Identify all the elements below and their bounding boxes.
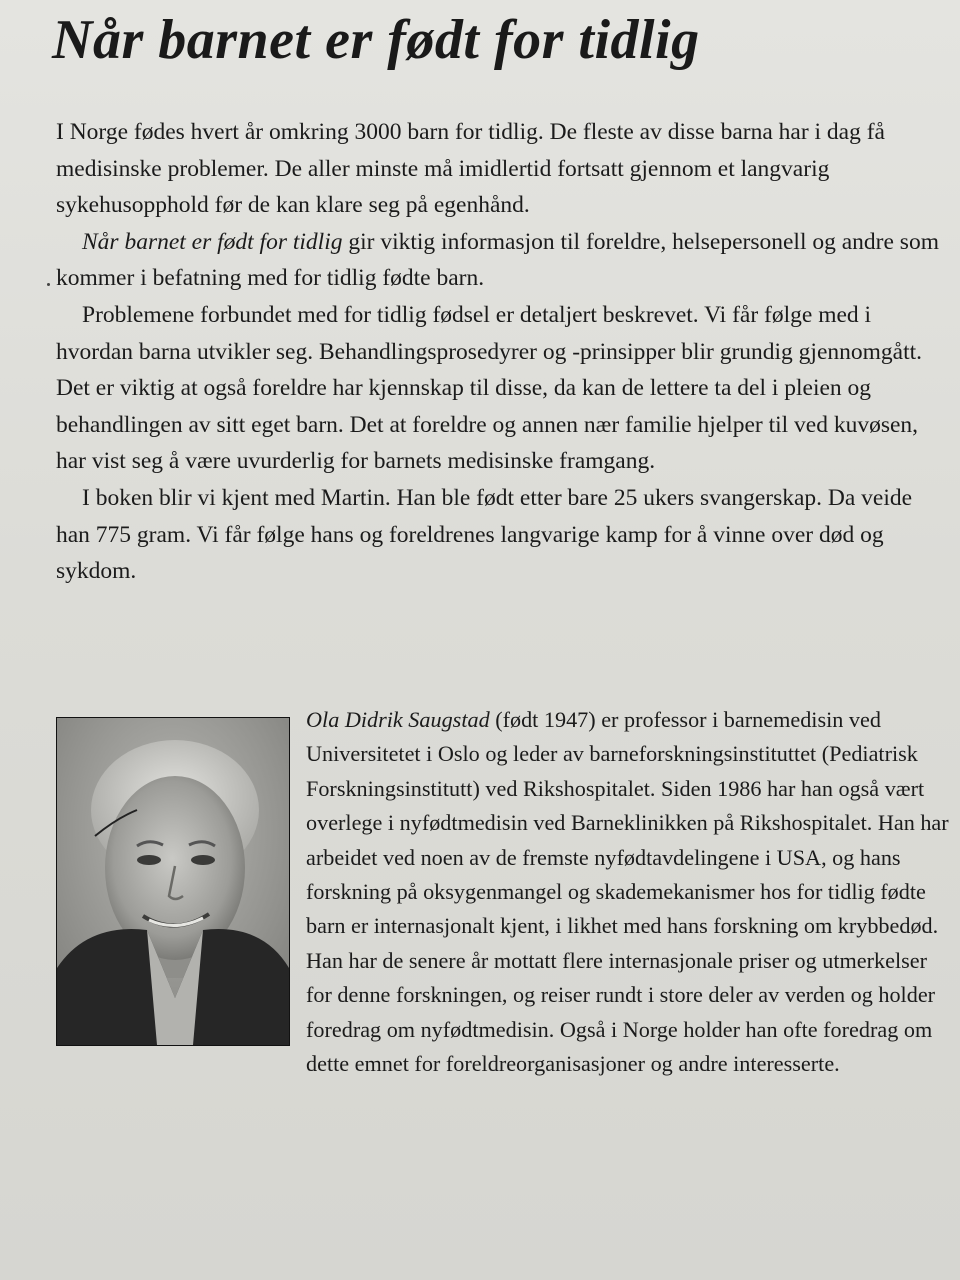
book-description: [56, 114, 946, 590]
author-bio-details: (født 1947) er professor i barnemedisin ved Universitetet i Oslo og leder av barneforskningsinstituttet (Pediatrisk Forskningsinstitutt) ved Rikshospitalet. Siden 1986 har han også vært overlege i nyfødtmedisin ved Barneklinikken på Rikshospitalet. Han har arbeidet ved noen av de fremste nyfødtavdelingene i USA, og hans forskning på oksygenmangel og skademekanismer hos for tidlig fødte barn er internasjonalt kjent, i likhet med hans forskning om krybbedød. Han har de senere år mottatt flere internasjonale priser og utmerkelser for denne forskningen, og reiser rundt i store deler av verden og holder foredrag om nyfødtmedisin. Også i Norge holder han ofte foredrag om dette emnet for foreldreorganisasjoner og andre interesserte.: [306, 707, 949, 1077]
inline-book-title: Når barnet er født for tidlig: [82, 228, 343, 255]
description-paragraph-3: Problemene forbundet med for tidlig fødsel er detaljert beskrevet. Vi får følge med i hvordan barna utvikler seg. Behandlingsprosedyrer og -prinsipper blir grundig gjennomgått. Det er viktig at også foreldre har kjennskap til disse, da kan de lettere ta del i pleien og behandlingen av sitt eget barn. Det at foreldre og annen nær familie hjelper til ved kuvøsen, har vist seg å være uvurderlig for barnets medisinske framgang.: [56, 301, 923, 475]
author-bio: [56, 703, 954, 1081]
print-speck: [47, 283, 50, 286]
book-title: Når barnet er født for tidlig: [52, 9, 700, 71]
author-portrait-image: [57, 718, 289, 1045]
description-paragraph-4: I boken blir vi kjent med Martin. Han ble født etter bare 25 ukers svangerskap. Da veide han 775 gram. Vi får følge hans og foreldrenes langvarige kamp for å vinne over død og sykdom.: [56, 484, 913, 585]
description-paragraph-2: [56, 224, 946, 297]
author-name: Ola Didrik Saugstad: [306, 707, 490, 732]
description-paragraph-1: I Norge fødes hvert år omkring 3000 barn for tidlig. De fleste av disse barna har i dag få medisinske problemer. De aller minste må imidlertid fortsatt gjennom et langvarig sykehusopphold før de kan klare seg på egenhånd.: [56, 119, 885, 219]
description-paragraph-2-text: gir viktig informasjon til foreldre, helsepersonell og andre som kommer i befatning med for tidlig fødte barn.: [56, 228, 939, 292]
author-photo: [56, 717, 290, 1046]
